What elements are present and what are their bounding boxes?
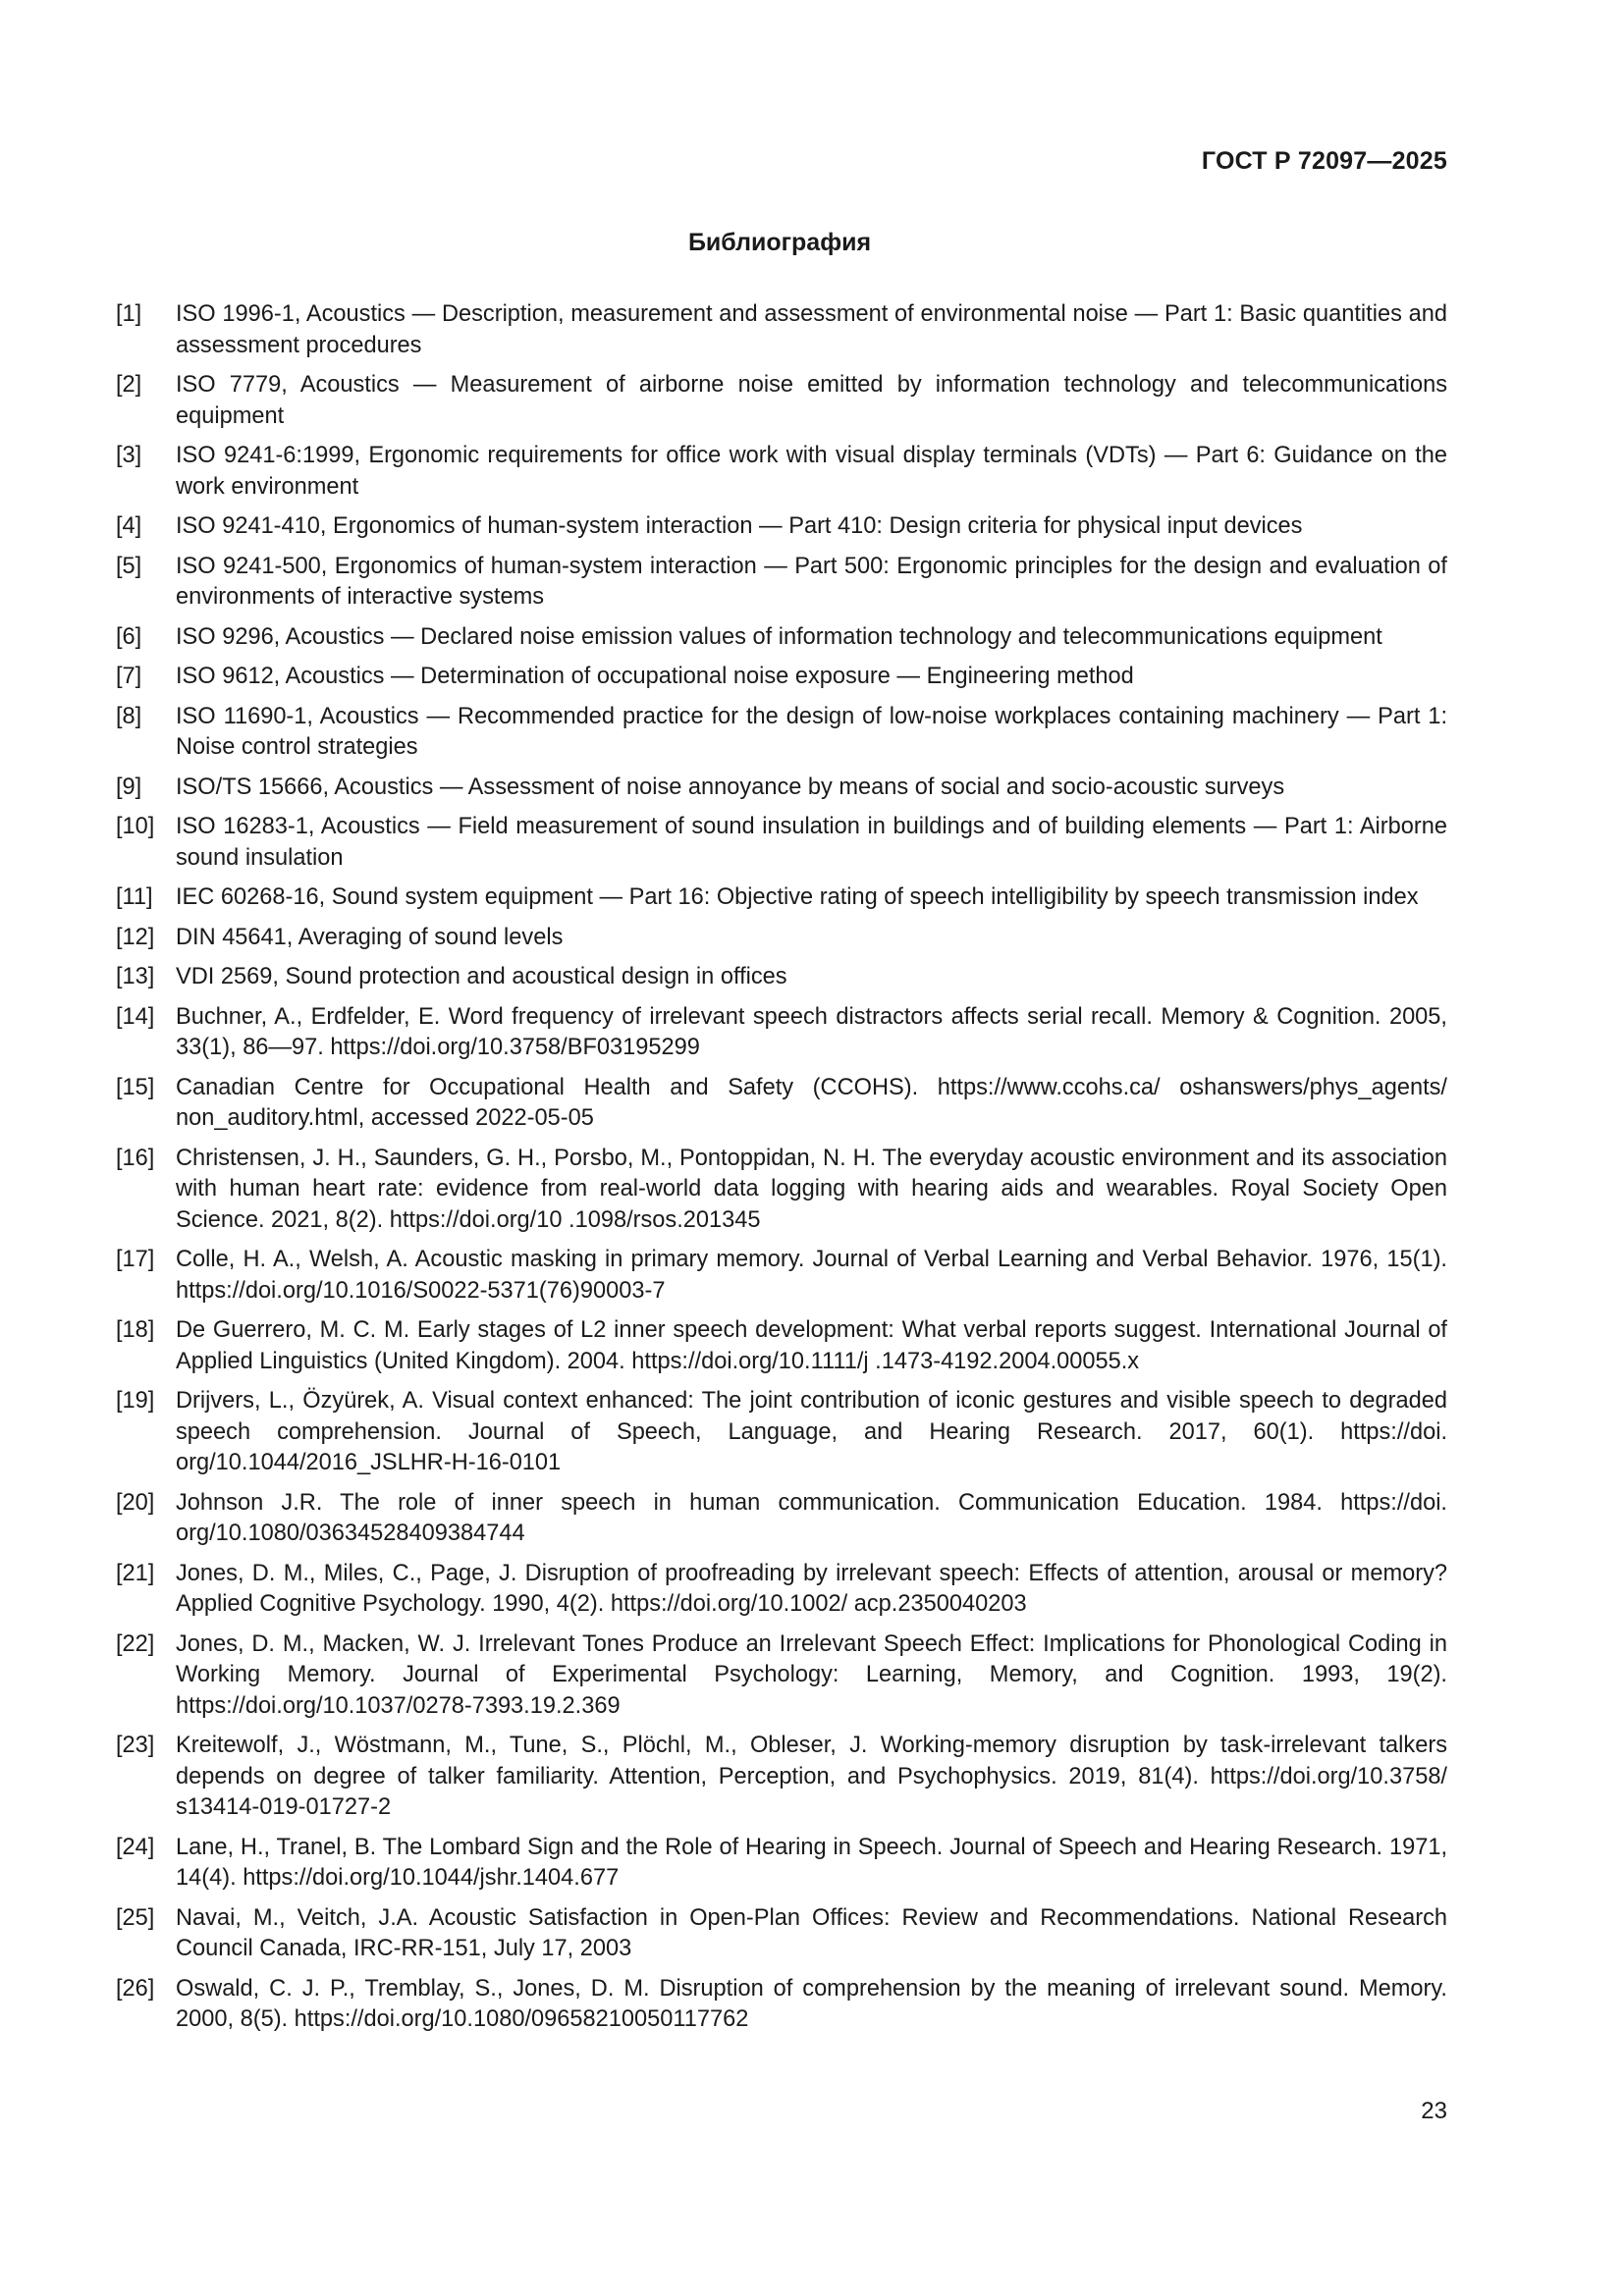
entry-number: [24] (116, 1834, 155, 1860)
entry-number: [1] (116, 301, 142, 327)
bibliography-entry (116, 1144, 1447, 1237)
entry-number: [21] (116, 1560, 155, 1586)
entry-number: [11] (116, 884, 153, 910)
entry-number: [23] (116, 1733, 155, 1758)
entry-number: [15] (116, 1074, 155, 1100)
entry-text: Kreitewolf, J., Wöstmann, M., Tune, S., Plöchl, M., Obleser, J. Working-memory disruption by task-irrelevant talkers depends on degree of talker familiarity. Attention, Perception, and Psychophysics. 2019, 81(4). https://doi.org/10.3758/ s13414-019-01727-2 (176, 1733, 1447, 1820)
entry-text: Johnson J.R. The role of inner speech in human communication. Communication Education. 1984. https://doi. org/10.1080/03634528409384744 (176, 1489, 1447, 1546)
entry-text: ISO 9296, Acoustics — Declared noise emission values of information technology and telecommunications equipment (176, 623, 1382, 650)
bibliography-entry (116, 1386, 1447, 1479)
entry-number: [7] (116, 664, 142, 689)
entry-number: [19] (116, 1388, 155, 1414)
bibliography-entry (116, 1731, 1447, 1824)
entry-text: ISO 11690-1, Acoustics — Recommended practice for the design of low-noise workplaces containing machinery — Part 1: Noise control strategies (176, 703, 1447, 760)
entry-number: [10] (116, 814, 155, 839)
entry-number: [4] (116, 513, 142, 539)
entry-number: [22] (116, 1630, 155, 1657)
entry-text: IEC 60268-16, Sound system equipment — Part 16: Objective rating of speech intelligibility by speech transmission index (176, 884, 1419, 910)
bibliography-entry (116, 1974, 1447, 2036)
entry-text: Colle, H. A., Welsh, A. Acoustic masking in primary memory. Journal of Verbal Learning and Verbal Behavior. 1976, 15(1). https://doi.org/10.1016/S0022-5371(76)90003-7 (176, 1247, 1447, 1304)
entry-text: Drijvers, L., Özyürek, A. Visual context enhanced: The joint contribution of iconic gestures and visible speech to degraded speech comprehension. Journal of Speech, Language, and Hearing Research. 2017, 60(1). https://doi. org/10.1044/2016_JSLHR-H-16-0101 (176, 1388, 1447, 1475)
entry-text: Oswald, C. J. P., Tremblay, S., Jones, D. M. Disruption of comprehension by the meaning of irrelevant sound. Memory. 2000, 8(5). https://doi.org/10.1080/09658210050117762 (176, 1975, 1447, 2032)
entry-text: Jones, D. M., Miles, C., Page, J. Disruption of proofreading by irrelevant speech: Effects of attention, arousal or memory? Applied Cognitive Psychology. 1990, 4(2). https://doi.org/10.1002/ acp.2350040203 (176, 1560, 1447, 1617)
entry-number: [14] (116, 1003, 155, 1030)
entry-number: [2] (116, 372, 142, 398)
entry-text: Lane, H., Tranel, B. The Lombard Sign and the Role of Hearing in Speech. Journal of Speech and Hearing Research. 1971, 14(4). https://doi.org/10.1044/jshr.1404.677 (176, 1834, 1447, 1891)
bibliography-entry (116, 923, 1447, 954)
bibliography-entry (116, 1002, 1447, 1064)
bibliography-entry (116, 662, 1447, 693)
page-number: 23 (1421, 2098, 1447, 2124)
entry-text: VDI 2569, Sound protection and acoustical design in offices (176, 964, 787, 989)
entry-text: ISO 7779, Acoustics — Measurement of airborne noise emitted by information technology and telecommunications equipment (176, 372, 1447, 429)
bibliography-title: Библиография (687, 229, 872, 256)
bibliography-entry (116, 702, 1447, 764)
bibliography-entry (116, 441, 1447, 503)
entry-text: ISO/TS 15666, Acoustics — Assessment of noise annoyance by means of social and socio-acoustic surveys (176, 774, 1285, 800)
entry-text: Buchner, A., Erdfelder, E. Word frequency of irrelevant speech distractors affects serial recall. Memory & Cognition. 2005, 33(1), 86—97. https://doi.org/10.3758/BF03195299 (176, 1003, 1447, 1060)
entry-text: De Guerrero, M. C. M. Early stages of L2 inner speech development: What verbal reports suggest. International Journal of Applied Linguistics (United Kingdom). 2004. https://doi.org/10.1111/j .1473-4192.2004.00055.x (176, 1317, 1447, 1374)
entry-text: ISO 1996-1, Acoustics — Description, measurement and assessment of environmental noise — Part 1: Basic quantities and assessment procedures (176, 301, 1447, 358)
bibliography-entry (116, 552, 1447, 614)
document-standard-id: ГОСТ Р 72097—2025 (1201, 147, 1447, 175)
bibliography-entry (116, 1559, 1447, 1621)
entry-number: [3] (116, 443, 142, 468)
bibliography-entry (116, 1073, 1447, 1135)
entry-text: Christensen, J. H., Saunders, G. H., Porsbo, M., Pontoppidan, N. H. The everyday acoustic environment and its association with human heart rate: evidence from real-world data logging with hearing aids and wearables. Royal Society Open Science. 2021, 8(2). https://doi.org/10 .1098/rsos.201345 (176, 1145, 1447, 1233)
entry-text: Navai, M., Veitch, J.A. Acoustic Satisfaction in Open-Plan Offices: Review and Recommendations. National Research Council Canada, IRC-RR-151, July 17, 2003 (176, 1904, 1447, 1961)
entry-number: [26] (116, 1975, 155, 2002)
entry-text: ISO 16283-1, Acoustics — Field measurement of sound insulation in buildings and of building elements — Part 1: Airborne sound insulation (176, 814, 1447, 871)
bibliography-entry (116, 1903, 1447, 1965)
entry-text: DIN 45641, Averaging of sound levels (176, 924, 564, 950)
entry-text: ISO 9612, Acoustics — Determination of occupational noise exposure — Engineering method (176, 664, 1134, 689)
entry-number: [13] (116, 964, 155, 989)
bibliography-entry (116, 812, 1447, 874)
bibliography-entry (116, 511, 1447, 543)
bibliography-entry (116, 1315, 1447, 1377)
bibliography-entry (116, 882, 1447, 914)
bibliography-entry (116, 299, 1447, 361)
entry-text: ISO 9241-500, Ergonomics of human-system interaction — Part 500: Ergonomic principles for the design and evaluation of environments of interactive systems (176, 553, 1447, 610)
entry-number: [6] (116, 623, 142, 650)
entry-number: [12] (116, 924, 155, 950)
bibliography-entry (116, 1629, 1447, 1723)
bibliography-entry (116, 1488, 1447, 1550)
entry-number: [20] (116, 1489, 155, 1516)
entry-number: [17] (116, 1247, 155, 1272)
entry-number: [16] (116, 1145, 155, 1171)
entry-number: [25] (116, 1904, 155, 1931)
entry-text: Jones, D. M., Macken, W. J. Irrelevant Tones Produce an Irrelevant Speech Effect: Implications for Phonological Coding in Working Memory. Journal of Experimental Psychology: Learning, Memory, and Cognition. 1993, 19(2). https://doi.org/10.1037/0278-7393.19.2.369 (176, 1630, 1447, 1719)
bibliography-entry (116, 962, 1447, 993)
bibliography-entry (116, 1833, 1447, 1895)
bibliography-entry (116, 622, 1447, 654)
entry-number: [8] (116, 703, 142, 729)
entry-number: [9] (116, 774, 142, 800)
bibliography-list (116, 299, 1447, 2045)
entry-text: Canadian Centre for Occupational Health and Safety (CCOHS). https://www.ccohs.ca/ oshanswers/phys_agents/ non_auditory.html, accessed 2022-05-05 (176, 1074, 1447, 1131)
entry-number: [18] (116, 1317, 155, 1343)
bibliography-entry (116, 370, 1447, 432)
entry-number: [5] (116, 553, 142, 579)
bibliography-entry (116, 773, 1447, 804)
entry-text: ISO 9241-410, Ergonomics of human-system interaction — Part 410: Design criteria for physical input devices (176, 513, 1303, 539)
bibliography-entry (116, 1245, 1447, 1307)
entry-text: ISO 9241-6:1999, Ergonomic requirements for office work with visual display terminals (VDTs) — Part 6: Guidance on the work environment (176, 443, 1447, 500)
